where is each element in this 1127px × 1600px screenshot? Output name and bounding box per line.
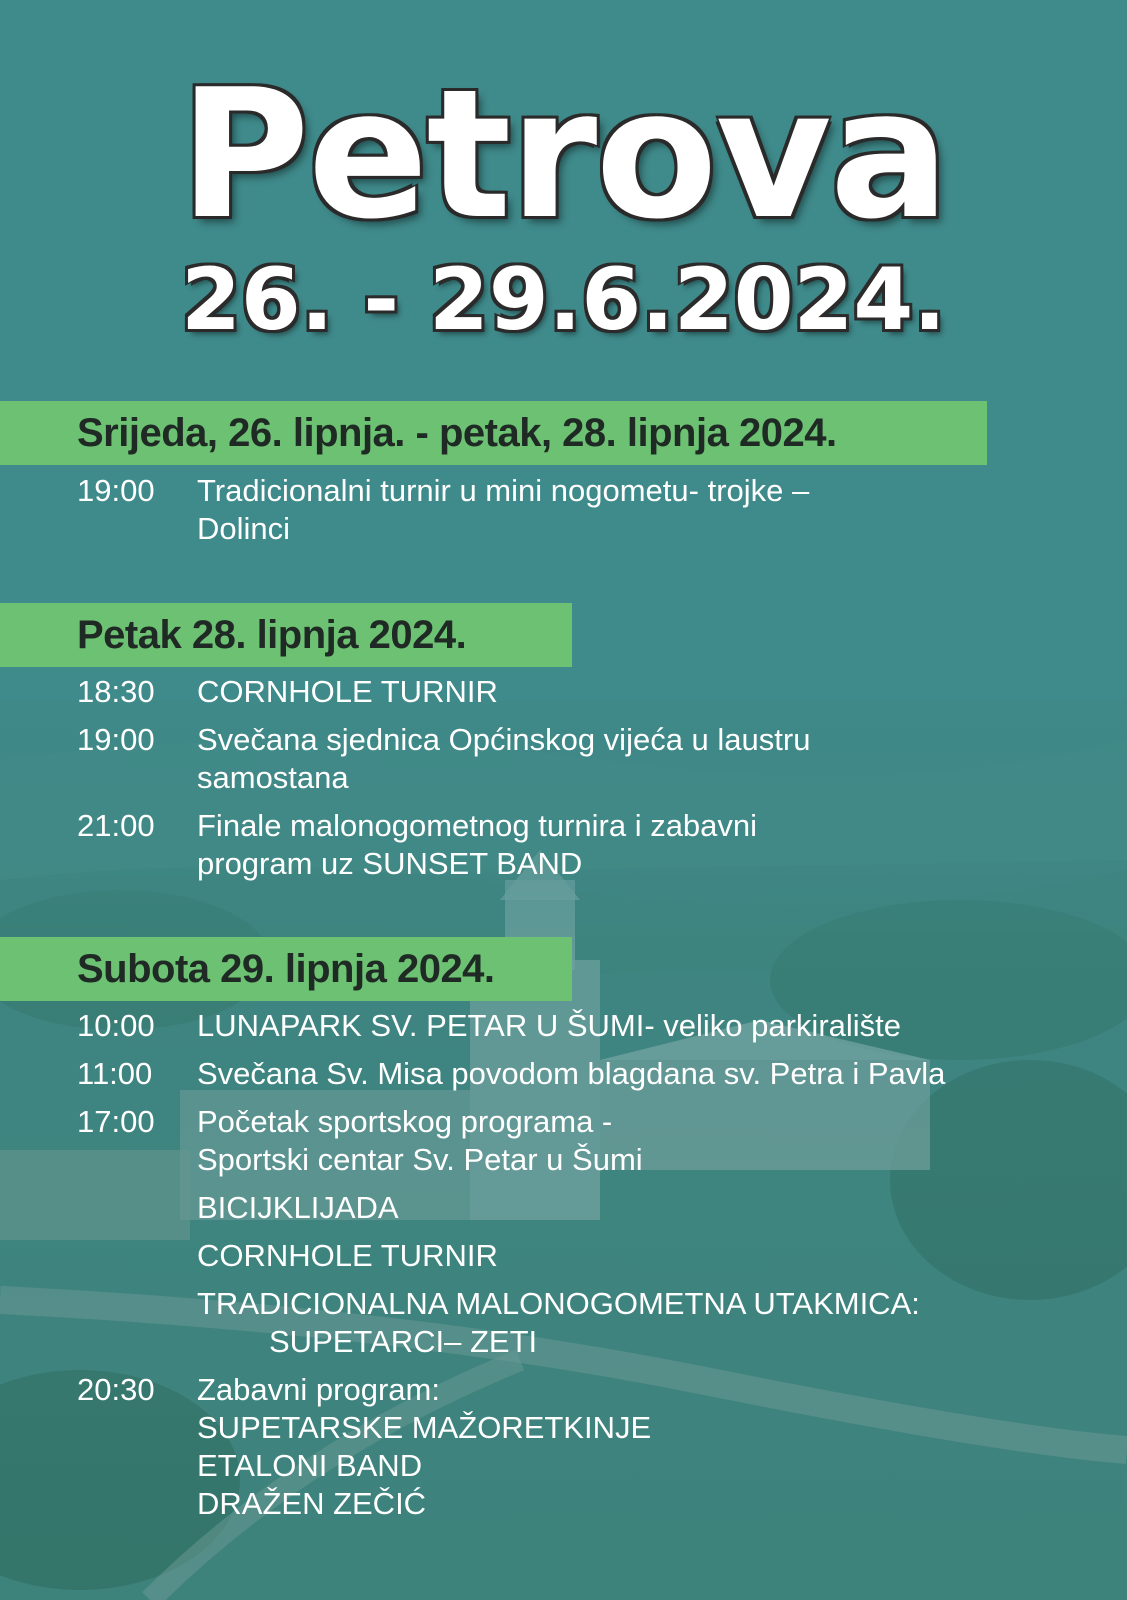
event-time: 19:00 (77, 722, 155, 757)
event-time: 11:00 (77, 1056, 153, 1091)
event-description: Svečana Sv. Misa povodom blagdana sv. Petra i Pavla (197, 1056, 946, 1091)
event-description: Početak sportskog programa - Sportski centar Sv. Petar u Šumi (197, 1104, 643, 1177)
event-description: Zabavni program: SUPETARSKE MAŽORETKINJE ETALONI BAND DRAŽEN ZEČIĆ (197, 1372, 652, 1521)
festival-title: Petrova (179, 51, 948, 258)
section-heading: Subota 29. lipnja 2024. (0, 937, 572, 1001)
event-description: LUNAPARK SV. PETAR U ŠUMI- veliko parkiralište (197, 1008, 902, 1043)
event-time: 20:30 (77, 1372, 155, 1407)
event-description: Finale malonogometnog turnira i zabavni program uz SUNSET BAND (197, 808, 758, 881)
event-description: CORNHOLE TURNIR (197, 674, 498, 709)
event-description: Tradicionalni turnir u mini nogometu- trojke – Dolinci (197, 473, 810, 546)
event-description: Svečana sjednica Općinskog vijeća u laustru samostana (197, 722, 811, 795)
section-heading: Srijeda, 26. lipnja. - petak, 28. lipnja 2024. (0, 401, 987, 465)
event-time: 21:00 (77, 808, 155, 843)
event-description: CORNHOLE TURNIR (197, 1238, 498, 1273)
event-time: 10:00 (77, 1008, 155, 1043)
event-time: 19:00 (77, 473, 155, 508)
section-heading: Petak 28. lipnja 2024. (0, 603, 572, 667)
event-time: 18:30 (77, 674, 155, 709)
event-description: TRADICIONALNA MALONOGOMETNA UTAKMICA: SUPETARCI– ZETI (197, 1286, 920, 1359)
event-time: 17:00 (77, 1104, 155, 1139)
festival-dates: 26. - 29.6.2024. (181, 250, 946, 350)
event-description: BICIJKLIJADA (197, 1190, 399, 1225)
